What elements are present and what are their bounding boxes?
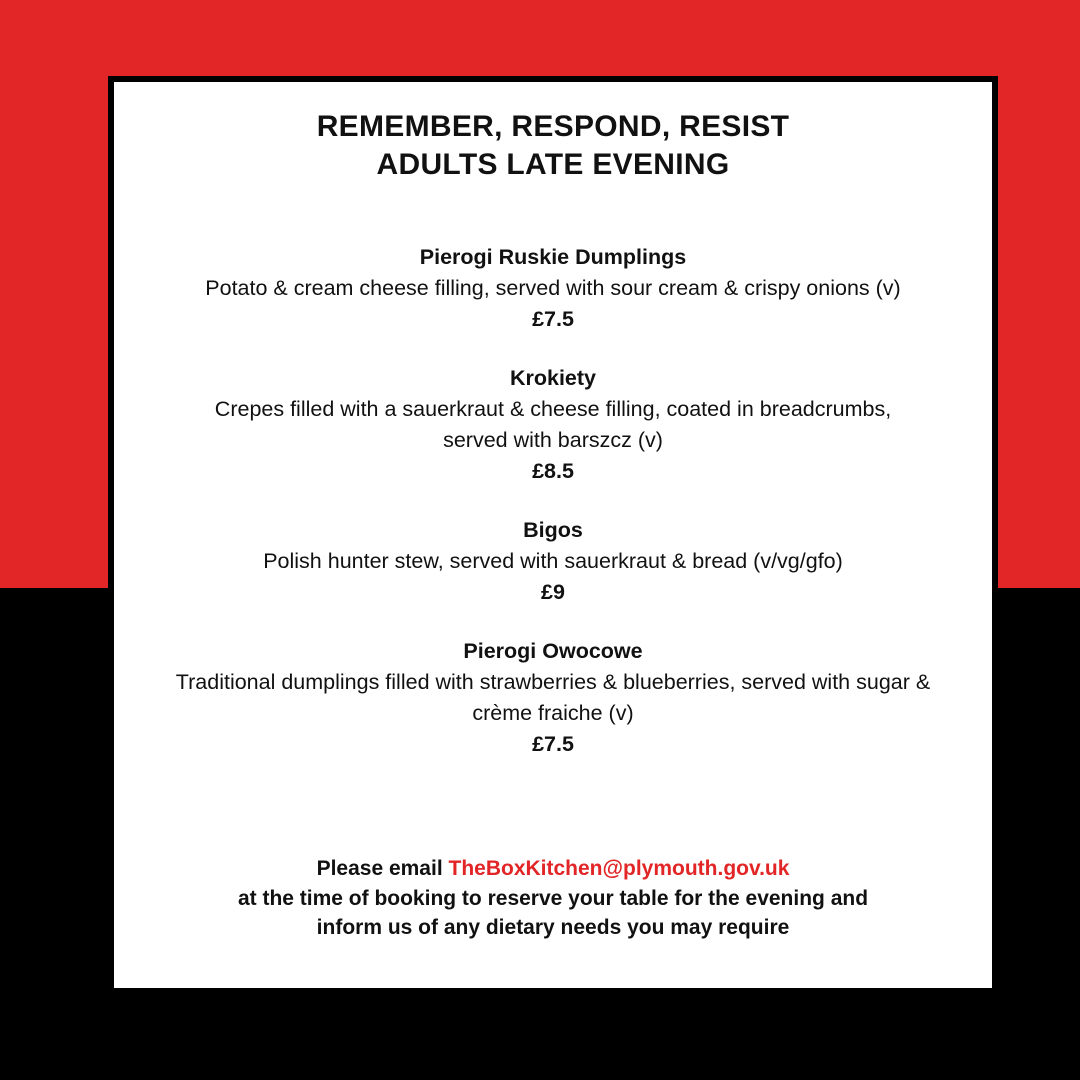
item-price: £8.5	[532, 459, 574, 483]
item-name: Krokiety	[509, 366, 597, 390]
item-price: £9	[541, 580, 565, 604]
menu-item	[114, 242, 992, 335]
booking-prefix: Please email	[316, 857, 443, 880]
menu-list	[114, 242, 992, 788]
email-link[interactable]: TheBoxKitchen@plymouth.gov.uk	[448, 857, 790, 880]
item-description: Polish hunter stew, served with sauerkraut & bread (v/vg/gfo)	[263, 549, 843, 573]
title-line-1: REMEMBER, RESPOND, RESIST	[316, 110, 790, 143]
booking-note	[114, 854, 992, 943]
menu-card	[108, 76, 998, 994]
booking-line-1	[114, 854, 992, 884]
booking-line-3: inform us of any dietary needs you may require	[316, 916, 790, 939]
menu-item	[114, 363, 992, 487]
menu-item	[114, 636, 992, 760]
item-name: Pierogi Owocowe	[463, 639, 643, 663]
page-title	[114, 108, 992, 184]
booking-line-2: at the time of booking to reserve your table for the evening and	[237, 886, 869, 910]
item-description: Potato & cream cheese filling, served with sour cream & crispy onions (v)	[205, 276, 901, 300]
item-price: £7.5	[532, 732, 574, 756]
menu-item	[114, 515, 992, 608]
item-description: Traditional dumplings filled with strawberries & blueberries, served with sugar & crème fraiche (v)	[175, 670, 931, 725]
item-price: £7.5	[532, 307, 574, 331]
title-line-2: ADULTS LATE EVENING	[376, 148, 730, 181]
item-name: Bigos	[523, 518, 583, 542]
item-description: Crepes filled with a sauerkraut & cheese filling, coated in breadcrumbs, served with barszcz (v)	[214, 397, 892, 452]
item-name: Pierogi Ruskie Dumplings	[419, 245, 687, 269]
